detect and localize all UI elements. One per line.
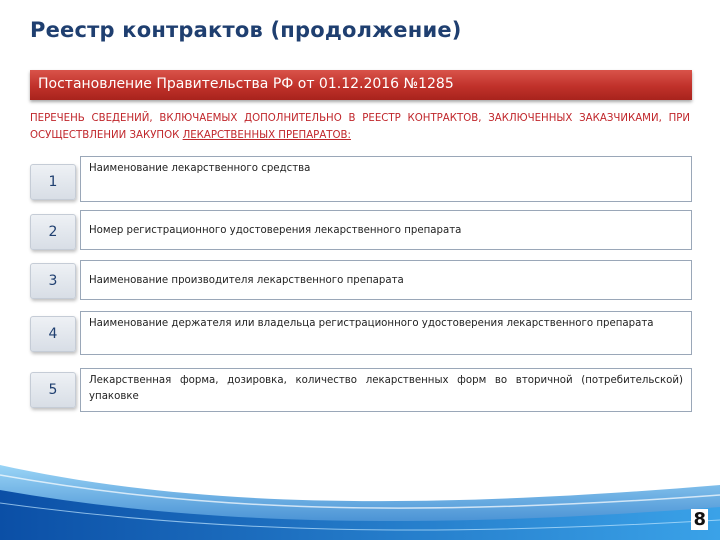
decree-banner-text: Постановление Правительства РФ от 01.12.2016 №1285	[38, 76, 454, 92]
intro-heading	[30, 110, 690, 144]
item-text-5: Лекарственная форма, дозировка, количество лекарственных форм во вторичной (потребительской) упаковке	[89, 375, 683, 402]
intro-heading-underlined: ЛЕКАРСТВЕННЫХ ПРЕПАРАТОВ:	[182, 130, 351, 141]
item-text-3: Наименование производителя лекарственного препарата	[89, 275, 404, 286]
item-box-5	[80, 368, 692, 412]
intro-heading-text: ПЕРЕЧЕНЬ СВЕДЕНИЙ, ВКЛЮЧАЕМЫХ ДОПОЛНИТЕЛЬНО В РЕЕСТР КОНТРАКТОВ, ЗАКЛЮЧЕННЫХ ЗАКАЗЧИКАМИ, ПРИ ОСУЩЕСТВЛЕНИИ ЗАКУПОК	[30, 113, 690, 141]
slide-title: Реестр контрактов (продолжение)	[30, 18, 462, 42]
item-text-2: Номер регистрационного удостоверения лекарственного препарата	[89, 225, 462, 236]
item-number-1: 1	[30, 164, 76, 200]
decorative-wave	[0, 445, 720, 540]
item-number-2: 2	[30, 214, 76, 250]
item-box-2	[80, 210, 692, 250]
item-number-5: 5	[30, 372, 76, 408]
item-box-3	[80, 260, 692, 300]
item-box-1	[80, 156, 692, 202]
item-box-4	[80, 311, 692, 355]
item-text-4: Наименование держателя или владельца регистрационного удостоверения лекарственного препарата	[89, 318, 654, 329]
item-text-1: Наименование лекарственного средства	[89, 163, 311, 174]
decree-banner	[30, 70, 692, 100]
page-number: 8	[693, 509, 706, 530]
item-number-3: 3	[30, 263, 76, 299]
item-number-4: 4	[30, 316, 76, 352]
